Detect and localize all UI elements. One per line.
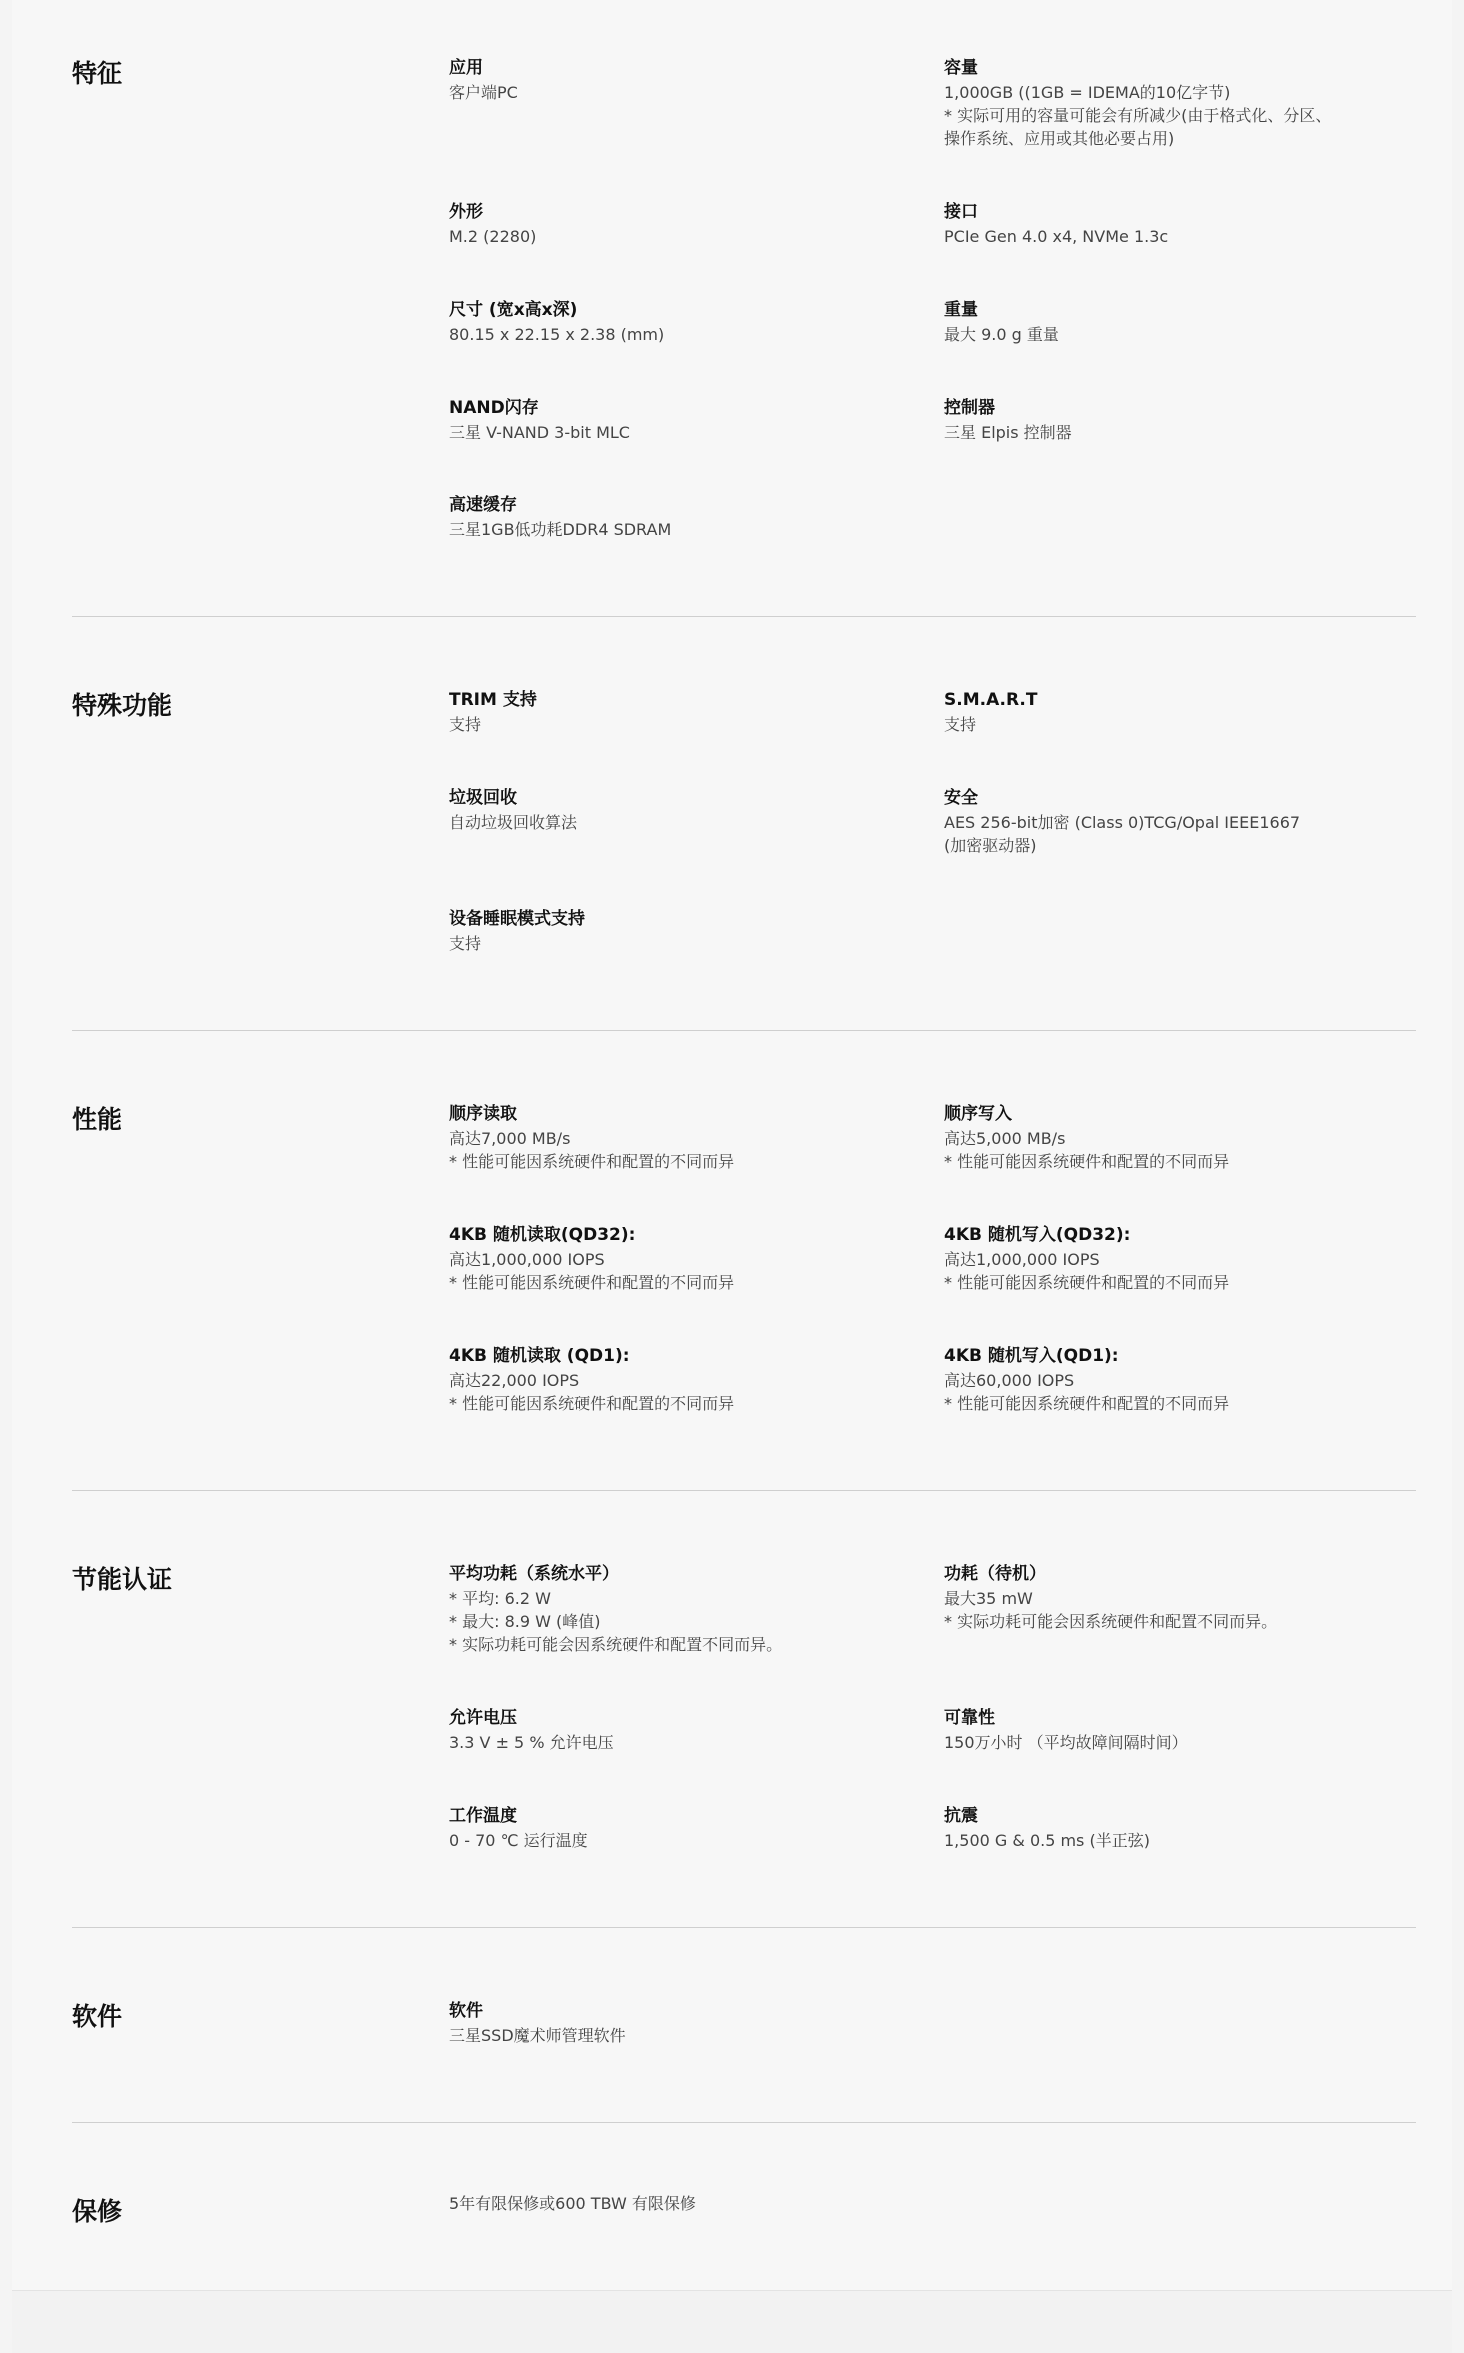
spec-item xyxy=(944,1222,1404,1294)
spec-item xyxy=(944,1705,1404,1754)
spec-value: * 性能可能因系统硬件和配置的不同而异 xyxy=(944,1273,1230,1292)
spec-value: 三星1GB低功耗DDR4 SDRAM xyxy=(449,520,672,539)
spec-label: 重量 xyxy=(944,300,978,320)
spec-value: 1,500 G & 0.5 ms (半正弦) xyxy=(944,1831,1150,1850)
spec-item xyxy=(944,395,1404,444)
spec-value: * 实际功耗可能会因系统硬件和配置不同而异。 xyxy=(944,1612,1278,1631)
spec-label: 平均功耗（系统水平） xyxy=(449,1564,619,1584)
spec-value: 高达5,000 MB/s xyxy=(944,1129,1066,1148)
spec-value: 支持 xyxy=(449,934,482,953)
spec-value: 0 - 70 ℃ 运行温度 xyxy=(449,1831,588,1850)
spec-value: 高达22,000 IOPS xyxy=(449,1371,580,1390)
spec-item xyxy=(449,1101,909,1173)
spec-label: S.M.A.R.T xyxy=(944,690,1038,710)
spec-item xyxy=(449,199,909,248)
spec-value: 高达7,000 MB/s xyxy=(449,1129,571,1148)
spec-item xyxy=(449,492,909,541)
section-divider xyxy=(72,1030,1416,1031)
spec-value: * 性能可能因系统硬件和配置的不同而异 xyxy=(449,1394,735,1413)
spec-label: 软件 xyxy=(449,2001,483,2021)
spec-item xyxy=(449,1998,909,2047)
spec-value: 自动垃圾回收算法 xyxy=(449,813,578,832)
spec-label: 安全 xyxy=(944,788,978,808)
footer-band xyxy=(12,2290,1452,2353)
spec-value: PCIe Gen 4.0 x4, NVMe 1.3c xyxy=(944,227,1169,246)
spec-item xyxy=(449,55,909,104)
spec-label: 高速缓存 xyxy=(449,495,517,515)
spec-label: 4KB 随机写入(QD32): xyxy=(944,1225,1131,1245)
spec-value: * 性能可能因系统硬件和配置的不同而异 xyxy=(944,1152,1230,1171)
spec-value: M.2 (2280) xyxy=(449,227,537,246)
spec-label: 应用 xyxy=(449,58,483,78)
spec-value: 150万小时 （平均故障间隔时间） xyxy=(944,1733,1188,1752)
spec-value: 三星SSD魔术师管理软件 xyxy=(449,2026,626,2045)
warranty-value: 5年有限保修或600 TBW 有限保修 xyxy=(449,2194,696,2213)
spec-label: 顺序读取 xyxy=(449,1104,517,1124)
section-title: 软件 xyxy=(72,2002,123,2031)
spec-label: 抗震 xyxy=(944,1806,978,1826)
spec-item xyxy=(449,1561,909,1656)
spec-label: 尺寸 (宽x高x深) xyxy=(449,300,578,320)
spec-value: (加密驱动器) xyxy=(944,836,1037,855)
spec-label: 允许电压 xyxy=(449,1708,517,1728)
section-divider xyxy=(72,616,1416,617)
spec-value: * 实际可用的容量可能会有所减少(由于格式化、分区、 xyxy=(944,106,1332,125)
spec-label: TRIM 支持 xyxy=(449,690,537,710)
spec-value: AES 256-bit加密 (Class 0)TCG/Opal IEEE1667 xyxy=(944,813,1301,832)
spec-label: 容量 xyxy=(944,58,978,78)
spec-item xyxy=(944,687,1404,736)
spec-item xyxy=(944,199,1404,248)
spec-item xyxy=(449,1705,909,1754)
spec-value: * 实际功耗可能会因系统硬件和配置不同而异。 xyxy=(449,1635,783,1654)
spec-value: * 性能可能因系统硬件和配置的不同而异 xyxy=(449,1273,735,1292)
spec-item xyxy=(944,1803,1404,1852)
spec-label: 接口 xyxy=(944,202,978,222)
spec-value: 高达1,000,000 IOPS xyxy=(944,1250,1100,1269)
spec-value: 客户端PC xyxy=(449,83,518,102)
spec-value: 支持 xyxy=(449,715,482,734)
spec-item xyxy=(944,785,1404,857)
spec-item xyxy=(449,2192,909,2215)
section-title: 保修 xyxy=(72,2197,123,2226)
spec-value: * 平均: 6.2 W xyxy=(449,1589,551,1608)
spec-value: 3.3 V ± 5 % 允许电压 xyxy=(449,1733,614,1752)
spec-value: * 性能可能因系统硬件和配置的不同而异 xyxy=(449,1152,735,1171)
section-divider xyxy=(72,2122,1416,2123)
spec-item xyxy=(944,297,1404,346)
section-title: 特征 xyxy=(72,59,123,88)
spec-label: 功耗（待机） xyxy=(944,1564,1046,1584)
spec-value: 高达1,000,000 IOPS xyxy=(449,1250,605,1269)
spec-item xyxy=(944,1561,1404,1633)
spec-label: 4KB 随机读取 (QD1): xyxy=(449,1346,630,1366)
spec-label: 可靠性 xyxy=(944,1708,995,1728)
section-divider xyxy=(72,1927,1416,1928)
spec-value: * 性能可能因系统硬件和配置的不同而异 xyxy=(944,1394,1230,1413)
spec-item xyxy=(449,1222,909,1294)
spec-item xyxy=(449,395,909,444)
spec-label: 4KB 随机读取(QD32): xyxy=(449,1225,636,1245)
spec-item xyxy=(449,906,909,955)
spec-item xyxy=(449,1343,909,1415)
section-title: 节能认证 xyxy=(72,1565,173,1594)
spec-value: * 最大: 8.9 W (峰值) xyxy=(449,1612,601,1631)
spec-value: 支持 xyxy=(944,715,977,734)
spec-label: 设备睡眠模式支持 xyxy=(449,909,585,929)
spec-value: 1,000GB ((1GB = IDEMA的10亿字节) xyxy=(944,83,1231,102)
spec-item xyxy=(449,687,909,736)
spec-value: 80.15 x 22.15 x 2.38 (mm) xyxy=(449,325,665,344)
spec-value: 三星 Elpis 控制器 xyxy=(944,423,1072,442)
spec-value: 操作系统、应用或其他必要占用) xyxy=(944,129,1175,148)
spec-item xyxy=(944,1101,1404,1173)
spec-label: 控制器 xyxy=(944,398,995,418)
spec-value: 最大35 mW xyxy=(944,1589,1033,1608)
spec-item xyxy=(449,785,909,834)
spec-page xyxy=(12,0,1452,2290)
section-title: 性能 xyxy=(72,1105,123,1134)
spec-item xyxy=(944,55,1404,150)
spec-value: 最大 9.0 g 重量 xyxy=(944,325,1059,344)
spec-label: 垃圾回收 xyxy=(449,788,517,808)
spec-item xyxy=(944,1343,1404,1415)
spec-label: 工作温度 xyxy=(449,1806,517,1826)
spec-label: 外形 xyxy=(449,202,483,222)
spec-value: 三星 V-NAND 3-bit MLC xyxy=(449,423,630,442)
spec-label: 顺序写入 xyxy=(944,1104,1012,1124)
section-divider xyxy=(72,1490,1416,1491)
spec-value: 高达60,000 IOPS xyxy=(944,1371,1075,1390)
spec-label: 4KB 随机写入(QD1): xyxy=(944,1346,1119,1366)
spec-item xyxy=(449,297,909,346)
spec-item xyxy=(449,1803,909,1852)
section-title: 特殊功能 xyxy=(72,691,173,720)
spec-label: NAND闪存 xyxy=(449,398,539,418)
